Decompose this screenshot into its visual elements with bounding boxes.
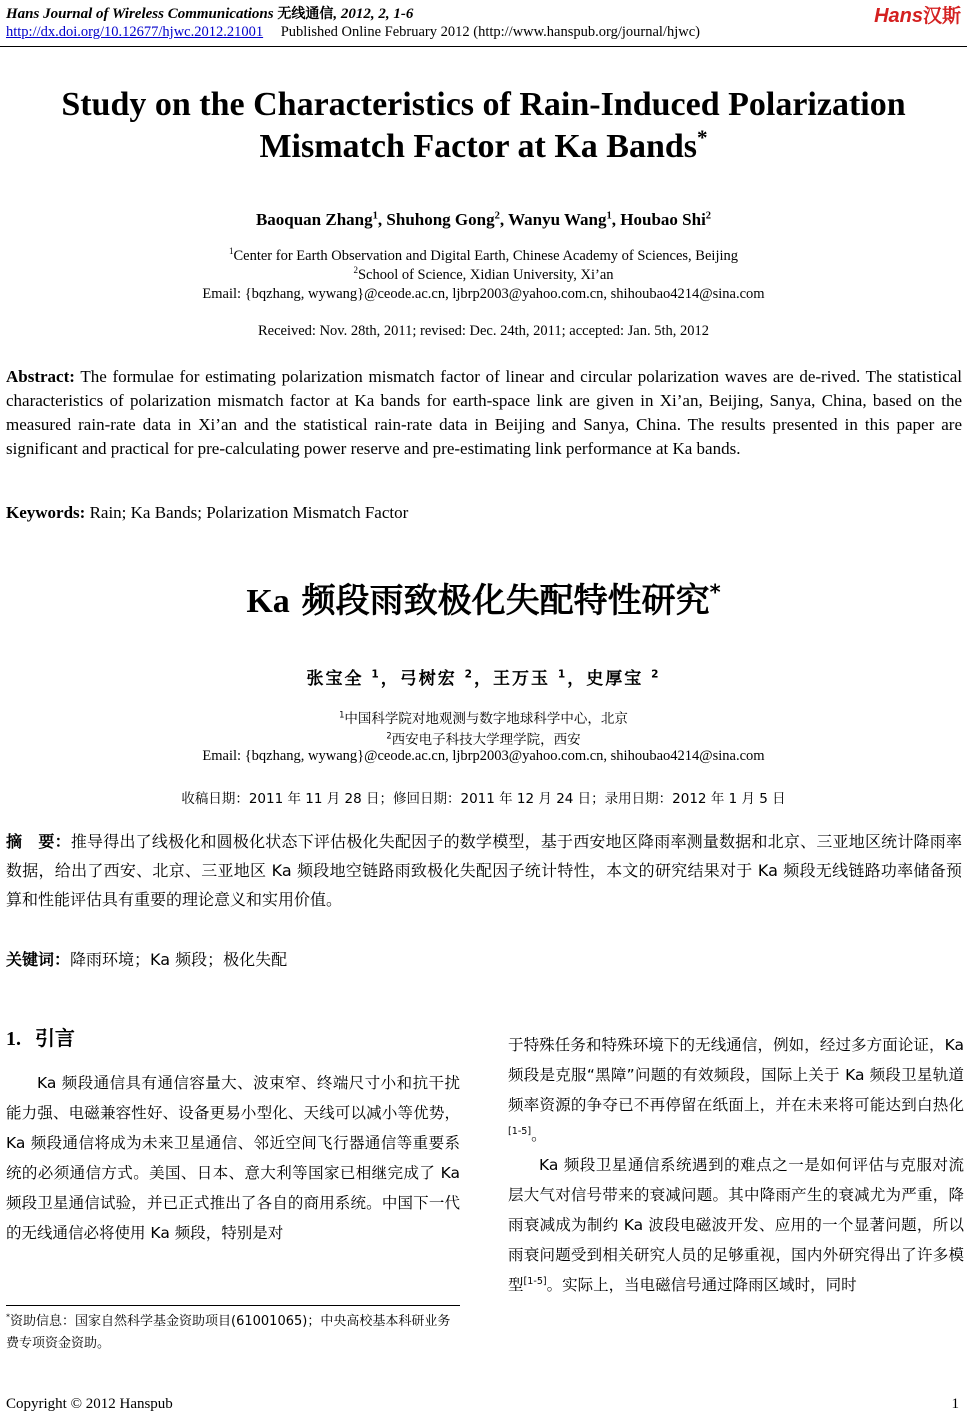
body-column-right xyxy=(508,1030,964,1300)
authors-cn xyxy=(0,664,967,689)
logo-text: Hans xyxy=(874,5,923,27)
affiliation-cn-1: $^1$中国科学院对地观测与数字地球科学中心，北京 xyxy=(339,709,628,727)
doi-line xyxy=(6,24,700,41)
abstract-cn-label: 摘 要： xyxy=(6,832,71,851)
paragraph: Ka 频段卫星通信系统遇到的难点之一是如何评估与克服对流层大气对信号带来的衰减问题。其中降雨产生的衰减尤为严重，降雨衰减成为制约 Ka 波段电磁波开发、应用的一个显著问题，所以雨衰问题受到相关研究人员的足够重视，国内外研究得出了许多模型[1-5]。实际上，当电磁信号通过降雨区域时，同时 xyxy=(508,1156,964,1294)
author-cn: 张宝全 $^1$， xyxy=(306,668,400,689)
title-cn-footnote-mark: * xyxy=(709,579,721,605)
footnote-divider xyxy=(6,1305,460,1306)
received-dates-en: Received: Nov. 28th, 2011; revised: Dec. 24th, 2011; accepted: Jan. 5th, 2012 xyxy=(257,323,709,339)
affiliation-en-1: $^1$Center for Earth Observation and Digital Earth, Chinese Academy of Sciences, Beijing xyxy=(228,246,739,264)
received-dates-cn: 收稿日期：2011 年 11 月 28 日；修回日期：2011 年 12 月 24 日；录用日期：2012 年 1 月 5 日 xyxy=(181,791,786,807)
affiliation-en-2: $^2$School of Science, Xidian University, Xi’an xyxy=(353,265,614,283)
body-column-left xyxy=(6,1068,460,1248)
title-line-1: Study on the Characteristics of Rain-Induced Polarization xyxy=(61,86,906,123)
keywords-en xyxy=(6,503,408,523)
abstract xyxy=(6,365,962,461)
header-divider xyxy=(0,46,967,47)
paragraph: Ka 频段通信具有通信容量大、波束窄、终端尺寸小和抗干扰能力强、电磁兼容性好、设备更易小型化、天线可以减小等优势，Ka 频段通信将成为未来卫星通信、邻近空间飞行器通信等重要系统的必须通信方式。美国、日本、意大利等国家已相继完成了 Ka 频段卫星通信试验，并已正式推出了各自的商用系统。中国下一代的无线通信必将使用 Ka 频段，特别是对 xyxy=(6,1074,460,1242)
title-footnote-mark: * xyxy=(697,125,708,150)
paragraph: 于特殊任务和特殊环境下的无线通信，例如，经过多方面论证，Ka 频段是克服“黑障”问题的有效频段，国际上关于 Ka 频段卫星轨道频率资源的争夺已不再停留在纸面上，并在未来将可能达到白热化[1-5]。 xyxy=(508,1036,964,1144)
abstract-cn-text: 推导得出了线极化和圆极化状态下评估极化失配因子的数学模型，基于西安地区降雨率测量数据和北京、三亚地区统计降雨率数据，给出了西安、北京、三亚地区 Ka 频段地空链路雨致极化失配因子统计特性，本文的研究结果对于 Ka 频段无线链路功率储备预算和性能评估具有重要的理论意义和实用价值。 xyxy=(6,832,962,909)
journal-name: Hans Journal of Wireless Communications xyxy=(6,6,274,22)
authors-en xyxy=(0,210,967,230)
author-cn: 王万玉 $^1$， xyxy=(493,668,587,689)
section-heading xyxy=(6,1022,75,1051)
citation: [1-5] xyxy=(508,1125,532,1137)
keywords-cn-text: 降雨环境；Ka 频段；极化失配 xyxy=(70,950,288,969)
abstract-text: The formulae for estimating polarization mismatch factor of linear and circular polarization waves are de-rived. The statistical characteristics of polarization mismatch factor at Ka bands for earth-space link are given in Xi’an, Beijing, Sanya, China, based on the measured rain-rate data in Xi’an and the statistical rain-rate data in Beijing and Sanya, China. The results presented in this paper are significant and practical for pre-calculating power reserve and pre-estimating link performance at Ka bands. xyxy=(6,367,962,458)
logo-text-cn: 汉斯 xyxy=(922,5,961,27)
section-title: 引言 xyxy=(34,1026,75,1050)
published-online: Published Online February 2012 (http://www.hanspub.org/journal/hjwc) xyxy=(280,24,700,40)
keywords-cn xyxy=(6,947,287,970)
author-cn: 史厚宝 $^2$ xyxy=(586,668,661,689)
author: Baoquan Zhang$^1$, xyxy=(255,210,387,229)
journal-name-cn: 无线通信 xyxy=(277,6,334,22)
paper-title-en xyxy=(20,84,947,168)
keywords-cn-label: 关键词： xyxy=(6,950,71,969)
abstract-label: Abstract: xyxy=(6,367,75,386)
footnote-mark: * xyxy=(6,1312,11,1322)
copyright: Copyright © 2012 Hanspub xyxy=(6,1396,173,1412)
doi-link[interactable]: http://dx.doi.org/10.12677/hjwc.2012.21001 xyxy=(6,24,264,40)
section-number: 1. xyxy=(6,1028,21,1050)
author: Shuhong Gong$^2$, xyxy=(386,210,509,229)
author: Houbao Shi$^2$ xyxy=(620,210,712,229)
affiliation-cn-2: $^2$西安电子科技大学理学院，西安 xyxy=(386,730,581,748)
citation: [1-5] xyxy=(523,1275,547,1287)
journal-volume: , 2012, 2, 1-6 xyxy=(333,6,414,22)
footnote-text: 资助信息：国家自然科学基金资助项目(61001065)；中央高校基本科研业务费专项资金资助。 xyxy=(6,1314,451,1351)
paper-title-cn: Ka 频段雨致极化失配特性研究* xyxy=(246,579,721,621)
author: Wanyu Wang$^1$, xyxy=(508,210,621,229)
keywords-text: Rain; Ka Bands; Polarization Mismatch Factor xyxy=(85,503,409,522)
title-line-2: Mismatch Factor at Ka Bands xyxy=(259,128,698,165)
keywords-label: Keywords: xyxy=(6,503,86,522)
footnote xyxy=(6,1311,460,1355)
hans-logo xyxy=(874,1,961,28)
email-cn: Email: {bqzhang, wywang}@ceode.ac.cn, ljbrp2003@yahoo.com.cn, shihoubao4214@sina.com xyxy=(202,748,765,764)
abstract-cn xyxy=(6,827,962,914)
page-number: 1 xyxy=(951,1396,959,1412)
email-en: Email: {bqzhang, wywang}@ceode.ac.cn, ljbrp2003@yahoo.com.cn, shihoubao4214@sina.com xyxy=(202,286,765,302)
author-cn: 弓树宏 $^2$， xyxy=(399,668,493,689)
journal-header xyxy=(6,3,413,23)
